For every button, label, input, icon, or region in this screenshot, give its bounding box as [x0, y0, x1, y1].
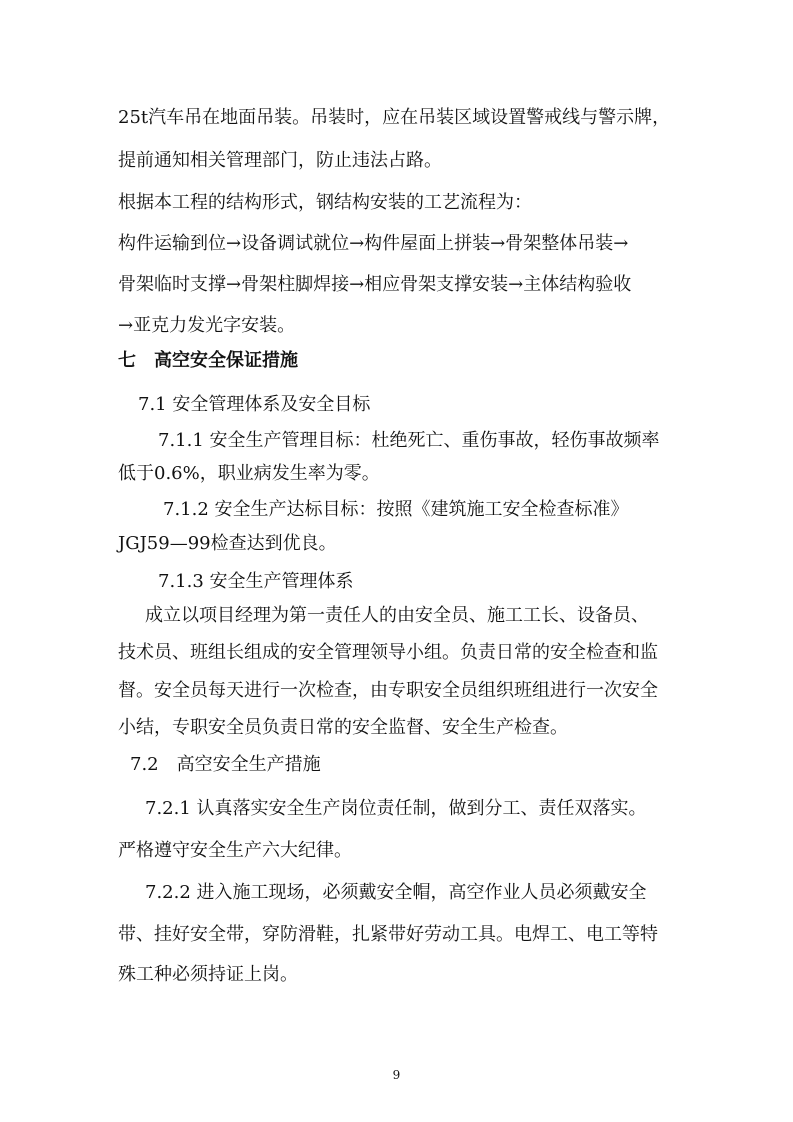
subsection-heading: 7.1 安全管理体系及安全目标: [138, 394, 371, 415]
paragraph-line: JGJ59—99检查达到优良。: [118, 533, 337, 554]
page-number: 9: [392, 1068, 401, 1082]
paragraph-line: 低于0.6%，职业病发生率为零。: [118, 463, 380, 484]
paragraph-line: 提前通知相关管理部门，防止违法占路。: [118, 150, 442, 171]
subsection-heading: 7.1.3 安全生产管理体系: [158, 571, 354, 592]
subsection-heading: 7.2 高空安全生产措施: [130, 754, 321, 775]
paragraph-line: 殊工种必须持证上岗。: [118, 964, 298, 985]
paragraph-line: 技术员、班组长组成的安全管理领导小组。负责日常的安全检查和监: [118, 642, 658, 663]
paragraph-line: 7.2.2 进入施工现场，必须戴安全帽，高空作业人员必须戴安全: [145, 882, 647, 903]
paragraph-line: 严格遵守安全生产六大纪律。: [118, 840, 352, 861]
process-flow-line: 骨架临时支撑→骨架柱脚焊接→相应骨架支撑安装→主体结构验收: [118, 274, 632, 295]
paragraph-line: 带、挂好安全带，穿防滑鞋，扎紧带好劳动工具。电焊工、电工等特: [118, 924, 658, 945]
paragraph-line: 7.1.1 安全生产管理目标：杜绝死亡、重伤事故，轻伤事故频率: [158, 430, 660, 451]
paragraph-line: 根据本工程的结构形式，钢结构安装的工艺流程为：: [118, 192, 532, 213]
process-flow-line: 构件运输到位→设备调试就位→构件屋面上拼装→骨架整体吊装→: [118, 233, 629, 254]
paragraph-line: 小结，专职安全员负责日常的安全监督、安全生产检查。: [118, 717, 568, 738]
paragraph-line: 25t汽车吊在地面吊装。吊装时，应在吊装区域设置警戒线与警示牌，: [118, 107, 671, 128]
paragraph-line: 督。安全员每天进行一次检查，由专职安全员组织班组进行一次安全: [118, 680, 658, 701]
paragraph-line: 7.2.1 认真落实安全生产岗位责任制，做到分工、责任双落实。: [145, 798, 647, 819]
section-heading: 七 高空安全保证措施: [118, 350, 298, 371]
process-flow-line: →亚克力发光字安装。: [118, 315, 296, 336]
paragraph-line: 7.1.2 安全生产达标目标：按照《建筑施工安全检查标准》: [163, 499, 629, 520]
paragraph-line: 成立以项目经理为第一责任人的由安全员、施工工长、设备员、: [145, 605, 649, 626]
